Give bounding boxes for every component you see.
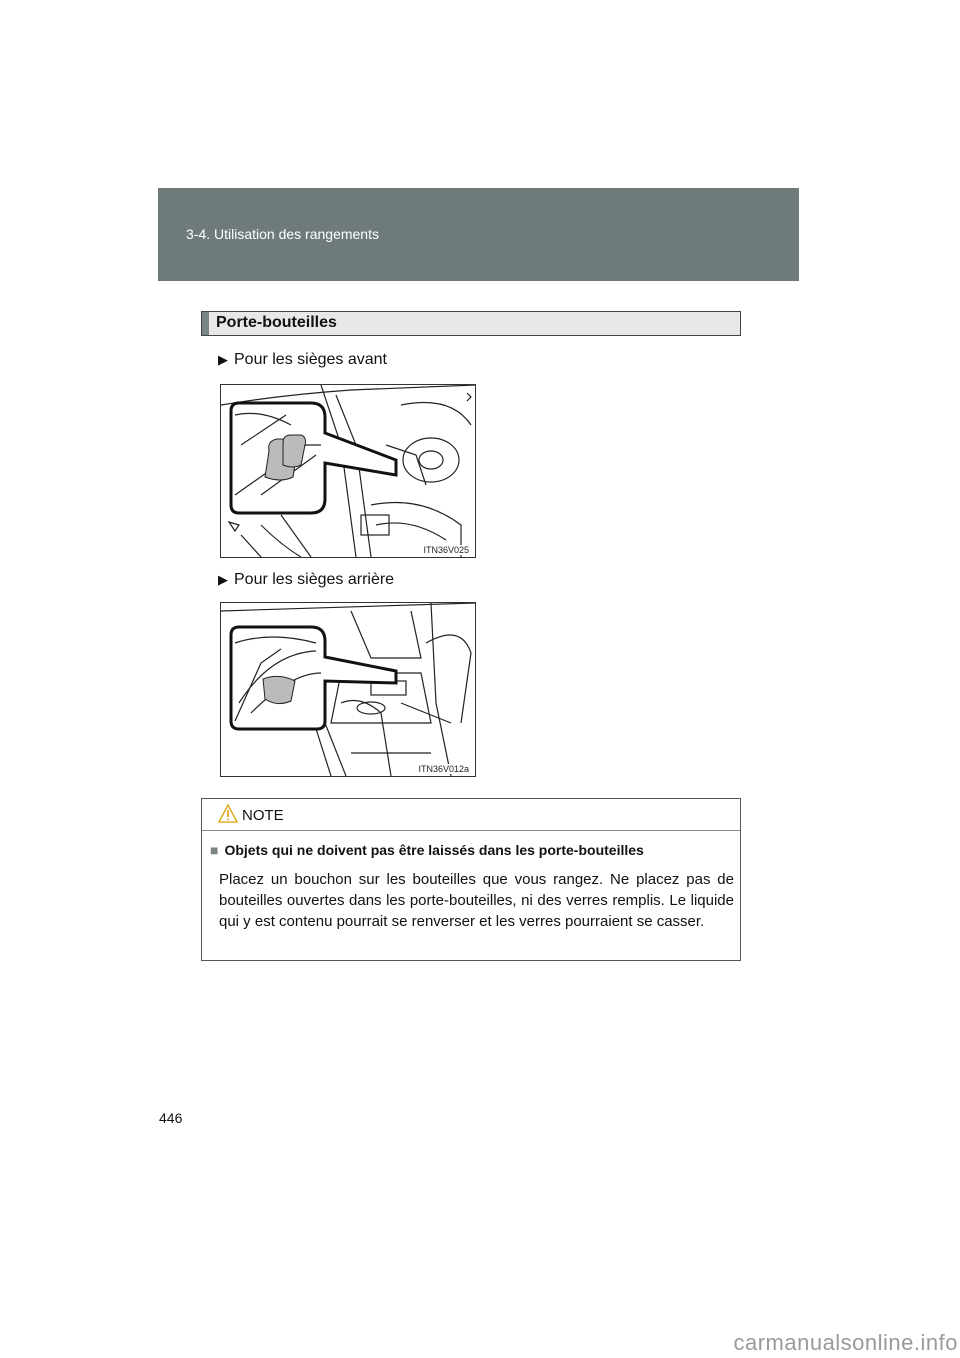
note-subtitle-text: Objets qui ne doivent pas être laissés dans les porte-bouteilles (224, 842, 644, 858)
note-header (202, 799, 740, 831)
note-label: NOTE (242, 807, 284, 824)
bullet-rear-seats (218, 571, 394, 589)
warning-triangle-icon (218, 804, 238, 823)
chapter-section-title: 3-4. Utilisation des rangements (186, 226, 379, 242)
note-subtitle (210, 842, 644, 858)
page-number: 446 (159, 1110, 183, 1126)
square-bullet-icon: ■ (210, 842, 219, 858)
note-box (201, 798, 741, 961)
note-body: Placez un bouchon sur les bouteilles que vous rangez. Ne placez pas de bouteilles ouvertes dans les porte-bouteilles, ni des verres remplis. Le liquide qui y est contenu pourrait se renverser et les verres pourraient se casser. (219, 871, 734, 930)
bullet-rear-seats-label: Pour les sièges arrière (234, 571, 395, 588)
figure-front-code: ITN36V025 (423, 545, 469, 555)
bullet-front-seats (218, 351, 387, 369)
front-cup-holder-illustration (221, 385, 475, 557)
figure-front-seats (220, 384, 476, 558)
rear-cup-holder-illustration (221, 603, 475, 776)
section-heading-accent (202, 312, 209, 335)
section-heading-bar (201, 311, 741, 336)
watermark-text: carmanualsonline.info (733, 1330, 958, 1355)
section-heading-title: Porte-bouteilles (216, 314, 337, 331)
figure-rear-code: ITN36V012a (418, 764, 469, 774)
bullet-front-seats-label: Pour les sièges avant (234, 351, 387, 368)
triangle-bullet-icon: ▶ (218, 572, 228, 587)
figure-rear-seats (220, 602, 476, 777)
triangle-bullet-icon: ▶ (218, 352, 228, 367)
chapter-topic-title: Porte-bouteilles (803, 255, 901, 271)
